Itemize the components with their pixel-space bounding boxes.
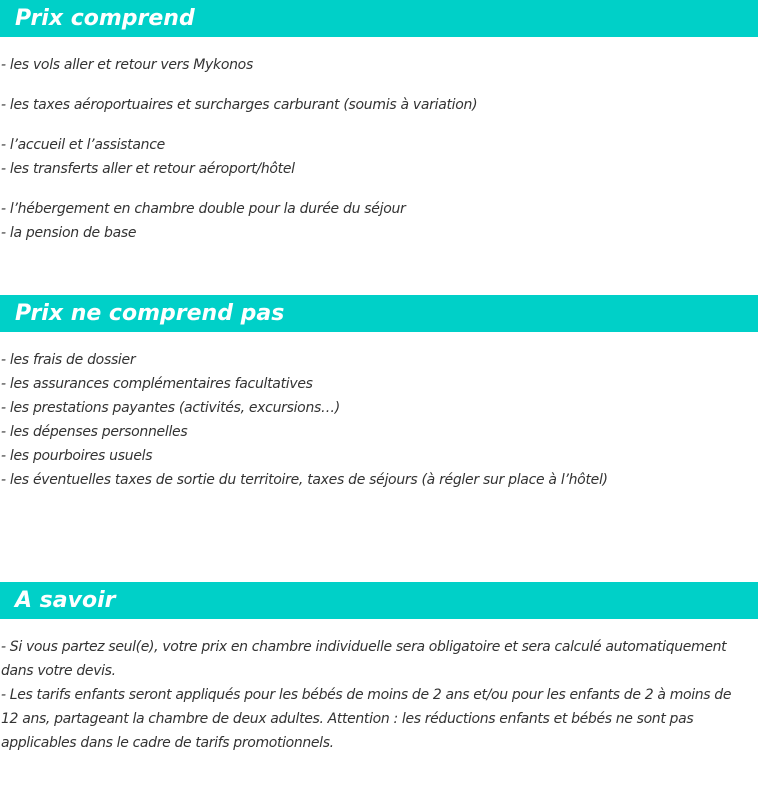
list-item: - l’accueil et l’assistance xyxy=(1,137,165,153)
section-body xyxy=(0,619,758,755)
list-item: - les taxes aéroportuaires et surcharges carburant (soumis à variation) xyxy=(1,97,478,113)
spacer xyxy=(0,77,758,93)
info-paragraph: - Si vous partez seul(e), votre prix en chambre individuelle sera obligatoire et sera calculé automatiquement dans votre devis. xyxy=(1,639,727,679)
section-prix-comprend xyxy=(0,0,758,245)
section-prix-ne-comprend-pas xyxy=(0,295,758,492)
section-body xyxy=(0,37,758,245)
section-title: A savoir xyxy=(0,582,758,619)
list-item: - les vols aller et retour vers Mykonos xyxy=(1,57,253,73)
spacer xyxy=(0,117,758,133)
section-body xyxy=(0,332,758,492)
list-item: - les assurances complémentaires facultatives xyxy=(1,376,313,392)
section-title: Prix comprend xyxy=(0,0,758,37)
list-item: - les transferts aller et retour aéroport/hôtel xyxy=(1,161,295,177)
list-item: - les dépenses personnelles xyxy=(1,424,188,440)
list-item: - l’hébergement en chambre double pour la durée du séjour xyxy=(1,201,406,217)
spacer xyxy=(0,181,758,197)
list-item: - les prestations payantes (activités, excursions…) xyxy=(1,400,340,416)
list-item: - les éventuelles taxes de sortie du territoire, taxes de séjours (à régler sur place à l’hôtel) xyxy=(1,472,608,488)
list-item: - les frais de dossier xyxy=(1,352,136,368)
section-title: Prix ne comprend pas xyxy=(0,295,758,332)
info-paragraph: - Les tarifs enfants seront appliqués pour les bébés de moins de 2 ans et/ou pour les enfants de 2 à moins de 12 ans, partageant la chambre de deux adultes. Attention : les réductions enfants et bébés ne sont pas applicables dans le cadre de tarifs promotionnels. xyxy=(1,687,732,751)
section-a-savoir xyxy=(0,582,758,755)
list-item: - les pourboires usuels xyxy=(1,448,153,464)
list-item: - la pension de base xyxy=(1,225,137,241)
